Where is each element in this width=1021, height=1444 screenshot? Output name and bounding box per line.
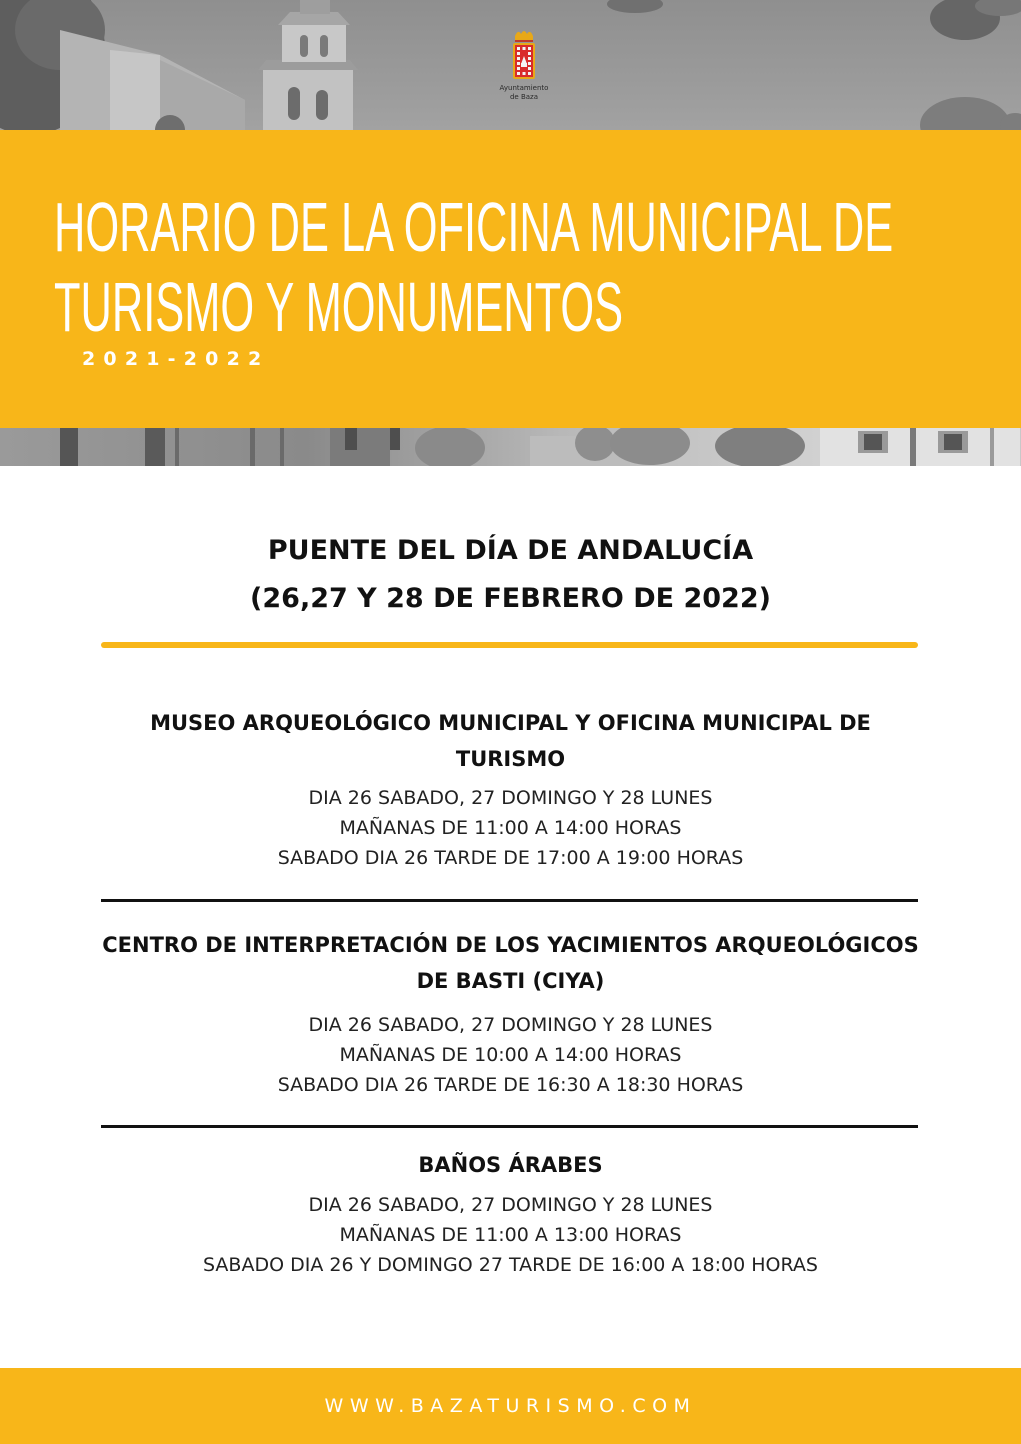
leaves-shape (607, 0, 663, 13)
bell-tower-base (263, 65, 353, 130)
schedule-line: SABADO DIA 26 Y DOMINGO 27 TARDE DE 16:00 A 18:00 HORAS (203, 1254, 818, 1276)
section-title-museo-line2: TURISMO (455, 747, 566, 771)
page-title-line1: HORARIO DE LA OFICINA MUNICIPAL DE (54, 188, 894, 266)
page-title-line2: TURISMO Y MONUMENTOS (54, 268, 624, 346)
tree-shape (920, 97, 1010, 130)
event-heading-line2: (26,27 Y 28 DE FEBRERO DE 2022) (250, 583, 771, 614)
title-band (0, 130, 1021, 428)
bell-opening (288, 87, 300, 120)
logo-text-line2: de Baza (509, 93, 539, 101)
bell-opening (316, 90, 328, 120)
website-link[interactable]: WWW.BAZATURISMO.COM (324, 1395, 697, 1417)
coat-of-arms-icon (488, 28, 560, 84)
section-title-ciya-line2: DE BASTI (CIYA) (416, 969, 605, 993)
bell-opening (320, 35, 328, 57)
street-photo-illustration (0, 428, 1021, 466)
section-schedule-museo (0, 783, 1021, 873)
footer-band (0, 1368, 1021, 1444)
bell-opening (300, 35, 308, 57)
street-photo-strip (0, 428, 1021, 466)
ayuntamiento-logo (488, 28, 560, 102)
section-schedule-banos (0, 1190, 1021, 1280)
heading-divider (101, 642, 918, 648)
schedule-line: SABADO DIA 26 TARDE DE 17:00 A 19:00 HORAS (277, 847, 744, 869)
section-divider (101, 899, 918, 902)
schedule-line: MAÑANAS DE 11:00 A 13:00 HORAS (339, 1224, 682, 1246)
schedule-line: DIA 26 SABADO, 27 DOMINGO Y 28 LUNES (308, 1194, 713, 1216)
schedule-line: DIA 26 SABADO, 27 DOMINGO Y 28 LUNES (308, 1014, 713, 1036)
logo-text-line1: Ayuntamiento (499, 84, 549, 92)
schedule-line: DIA 26 SABADO, 27 DOMINGO Y 28 LUNES (308, 787, 713, 809)
bell-tower-top (300, 0, 330, 14)
section-title-museo-line1: MUSEO ARQUEOLÓGICO MUNICIPAL Y OFICINA MUNICIPAL DE (150, 711, 871, 735)
section-title-ciya-line1: CENTRO DE INTERPRETACIÓN DE LOS YACIMIENTOS ARQUEOLÓGICOS (102, 933, 919, 957)
section-schedule-ciya (0, 1010, 1021, 1100)
church-wall (110, 50, 160, 130)
section-divider (101, 1125, 918, 1128)
header-photo (0, 0, 1021, 130)
event-heading-line1: PUENTE DEL DÍA DE ANDALUCÍA (267, 535, 754, 566)
schedule-line: SABADO DIA 26 TARDE DE 16:30 A 18:30 HORAS (277, 1074, 744, 1096)
section-title-banos: BAÑOS ÁRABES (418, 1153, 603, 1177)
year-label: 2021-2022 (82, 348, 270, 370)
schedule-line: MAÑANAS DE 10:00 A 14:00 HORAS (339, 1044, 682, 1066)
bell-tower-upper (282, 22, 346, 62)
schedule-line: MAÑANAS DE 11:00 A 14:00 HORAS (339, 817, 682, 839)
